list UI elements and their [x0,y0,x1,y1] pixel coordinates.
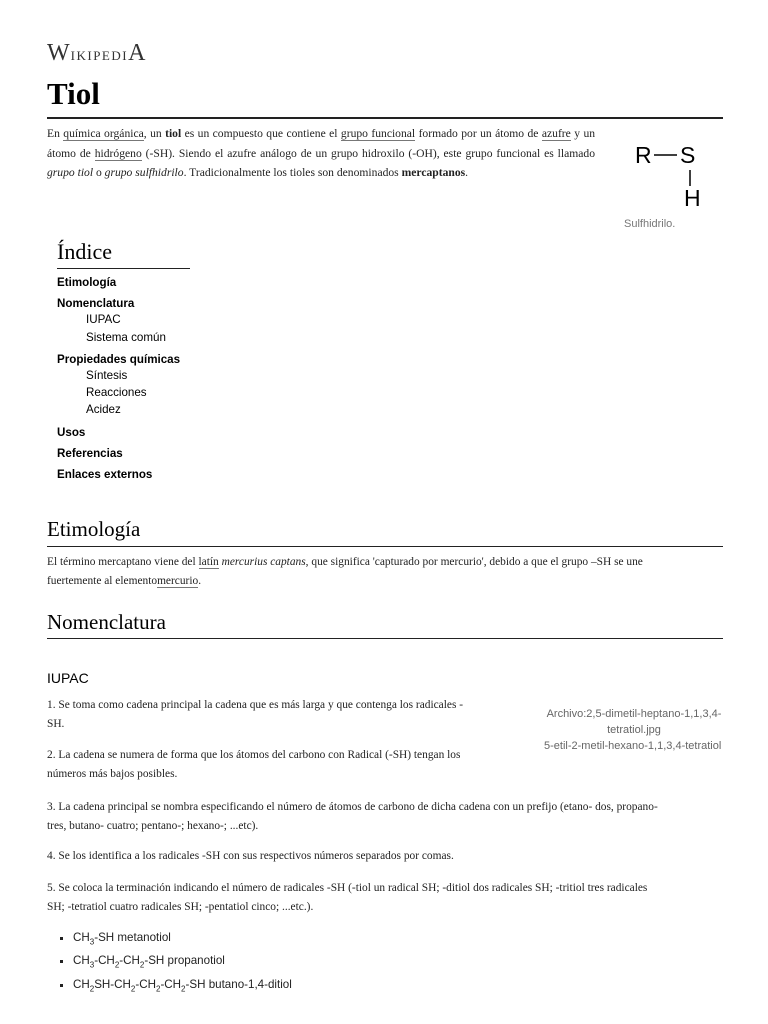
toc-item-etimologia[interactable]: Etimología [57,276,117,289]
tetratiol-figure[interactable] [544,706,724,754]
toc-subitem-sistema-comun[interactable]: Sistema común [86,331,166,344]
rule-1: 1. Se toma como cadena principal la cadena que es más larga y que contenga los radicales - SH. [47,699,464,730]
link-azufre[interactable]: azufre [541,127,571,140]
sulfhydryl-figure[interactable] [604,130,714,230]
link-hidrogeno[interactable]: hidrógeno [94,146,142,160]
page-title: Tiol [47,76,100,111]
thiol-structure-diagram [604,130,714,215]
title-divider [47,117,723,119]
rule-5: 5. Se coloca la terminación indicando el número de radicales -SH (-tiol un radical SH; -ditiol dos radicales SH; -tritiol tres radicales SH; -tetratiol cuatro radicales SH; -pentatiol cinco; ...etc.). [47,882,648,913]
section-divider [47,638,723,639]
examples-list [55,928,292,998]
structure-r: R [635,142,652,168]
toc-subitem-iupac[interactable]: IUPAC [86,313,121,326]
toc-item-usos[interactable]: Usos [57,426,86,439]
figure-file-link[interactable]: Archivo:2,5-dimetil-heptano-1,1,3,4-tetratiol.jpg [546,708,722,736]
toc-item-nomenclatura[interactable]: Nomenclatura [57,297,135,310]
section-heading-etimologia: Etimología [47,517,141,541]
link-latin[interactable]: latín [198,556,219,568]
figure-caption: 5-etil-2-metil-hexano-1,1,3,4-tetratiol [544,740,722,752]
section-heading-nomenclatura: Nomenclatura [47,610,166,634]
section-divider [47,546,723,547]
toc-subitem-acidez[interactable]: Acidez [86,403,121,416]
rule-4: 4. Se los identifica a los radicales -SH con sus respectivos números separados por comas. [47,850,454,862]
toc-subitem-sintesis[interactable]: Síntesis [86,369,128,382]
toc-subitem-reacciones[interactable]: Reacciones [86,386,147,399]
structure-s: S [680,142,696,168]
intro-paragraph: En química orgánica, un tiol es un compuesto que contiene el grupo funcional formado por un átomo de azufre y un átomo de hidrógeno (-SH). Siendo el azufre análogo de un grupo hidroxilo (-OH), este grupo funcional es llamado grupo tiol o grupo sulfhidrilo. Tradicionalmente los tioles son denominados mercaptanos. [47,127,596,179]
list-item: ▪ $CH_3-CH_2-CH_2-SH$ propanotiol [73,951,292,974]
toc-divider [57,268,190,269]
structure-h: H [684,185,701,211]
link-mercurio[interactable]: mercurio [157,575,199,587]
toc-item-enlaces-externos[interactable]: Enlaces externos [57,468,153,481]
list-item: ▪ $CH_2SH-CH_2-CH_2-CH_2-SH$ butano-1,4-ditiol [73,975,292,998]
toc-title: Índice [57,239,112,264]
list-item: ▪ $CH_3-SH$ metanotiol [73,928,292,951]
etimologia-paragraph: El término mercaptano viene del latín mercurius captans, que significa 'capturado por mercurio', debido a que el grupo –SH se une fuertemente al elementomercurio. [47,556,643,587]
wikipedia-logo[interactable]: WikipediA [47,40,147,66]
toc-item-propiedades[interactable]: Propiedades químicas [57,353,181,366]
subsection-heading-iupac: IUPAC [47,670,89,686]
link-quimica-organica[interactable]: química orgánica [63,127,144,140]
figure-caption: Sulfhidrilo. [624,218,676,230]
toc-item-referencias[interactable]: Referencias [57,447,123,460]
link-grupo-funcional[interactable]: grupo funcional [340,127,416,140]
rule-3: 3. La cadena principal se nombra especificando el número de átomos de carbono de dicha cadena con un prefijo (etano- dos, propano- tres, butano- cuatro; pentano-; hexano-; ...etc). [47,801,658,832]
rule-2: 2. La cadena se numera de forma que los átomos del carbono con Radical (-SH) tengan los números más bajos posibles. [47,749,461,780]
